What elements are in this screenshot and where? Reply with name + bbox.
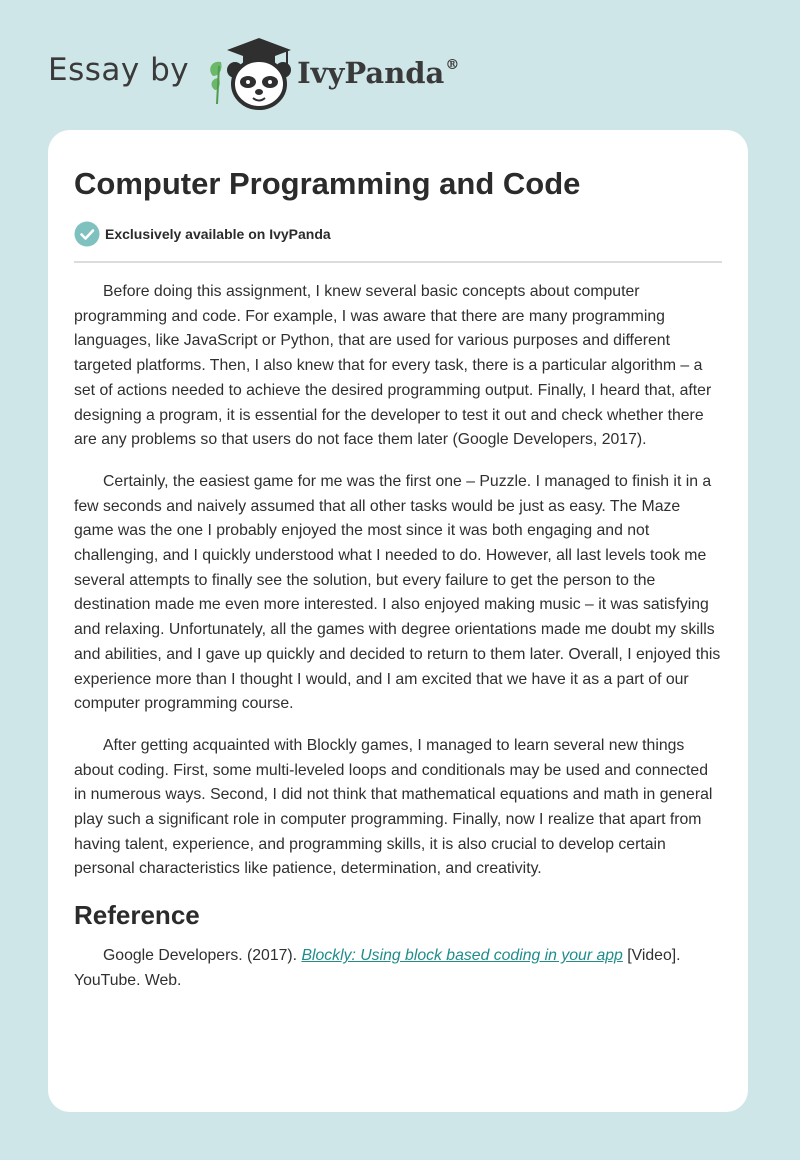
reference-heading: Reference [74, 900, 200, 931]
essay-by-label: Essay by [48, 52, 190, 88]
paragraph: Certainly, the easiest game for me was the first one – Puzzle. I managed to finish it in a few seconds and naively assumed that all other tasks would be just as easy. The Maze game was the one I probably enjoyed the most since it was both engaging and not challenging, and I quickly understood what I needed to do. However, all last levels took me several attempts to finally see the solution, but every failure to get the person to the destination made me even more interested. I also enjoyed making music – it was satisfying and relaxing. Unfortunately, all the games with degree orientations made me doubt my skills and abilities, and I gave up quickly and decided to return to them later. Overall, I enjoyed this experience more than I thought I would, and I am excited that we have it as a part of our computer programming course. [74, 472, 721, 713]
essay-card [48, 130, 748, 1112]
check-circle-icon [74, 221, 100, 247]
reference-link[interactable]: Blockly: Using block based coding in your app [301, 947, 623, 965]
exclusive-badge [74, 221, 331, 247]
site-header [48, 32, 459, 112]
brand-name[interactable]: IvyPanda® [297, 56, 460, 90]
divider [74, 261, 722, 263]
essay-body [74, 280, 724, 1011]
paragraph: Before doing this assignment, I knew several basic concepts about computer programming and code. For example, I was aware that there are many programming languages, like JavaScript or Python, that are used for various purposes and different targeted platforms. Then, I also knew that for every task, there is a particular algorithm – a set of actions needed to achieve the desired programming output. Finally, I heard that, after designing a program, it is essential for the developer to test it out and check whether there are any problems so that users do not face them later (Google Developers, 2017). [74, 283, 712, 449]
panda-graduate-logo-icon[interactable] [203, 32, 295, 112]
leaf-icon [210, 62, 221, 104]
reference-entry: Google Developers. (2017). Blockly: Using block based coding in your app [Video]. YouTube. Web. [74, 947, 681, 989]
paragraph: After getting acquainted with Blockly games, I managed to learn several new things about coding. First, some multi-leveled loops and conditionals may be used and connected in numerous ways. Second, I did not think that mathematical equations and math in general play such a significant role in computer programming. Finally, now I realize that apart from having talent, experience, and programming skills, it is also crucial to develop certain personal characteristics like patience, determination, and creativity. [74, 736, 713, 878]
exclusive-label: Exclusively available on IvyPanda [105, 226, 331, 242]
page-title: Computer Programming and Code [74, 166, 581, 201]
